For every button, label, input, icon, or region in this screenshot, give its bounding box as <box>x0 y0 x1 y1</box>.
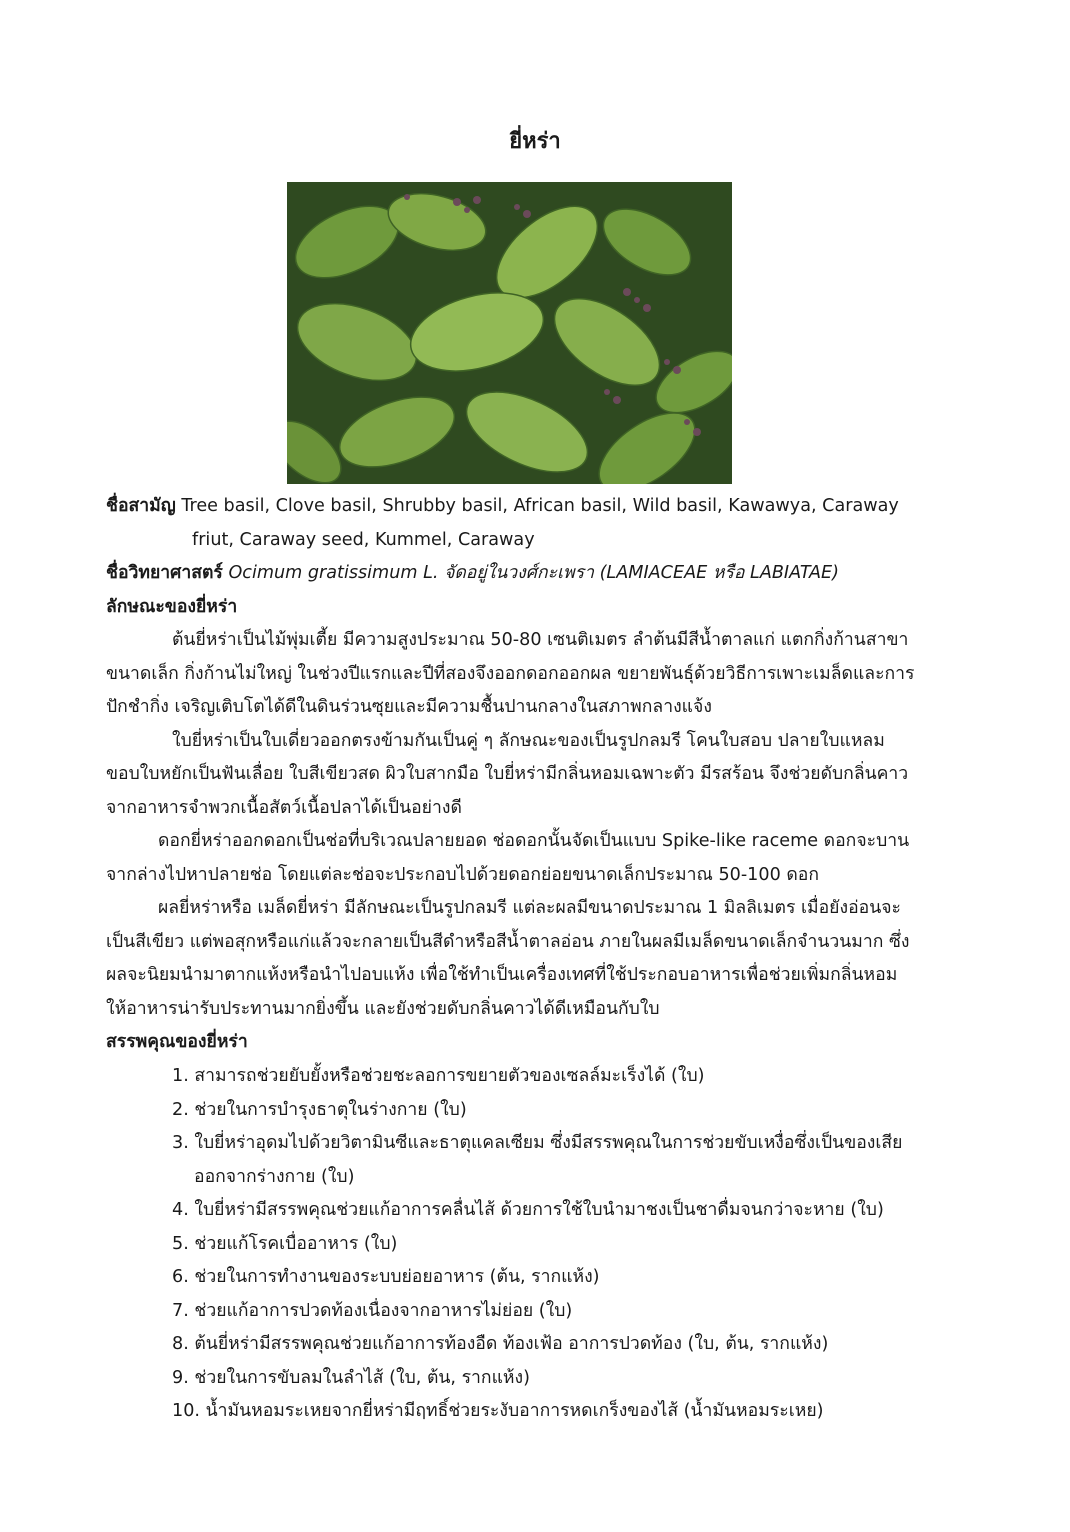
paragraph-line: ต้นยี่หร่าเป็นไม้พุ่มเตี้ย มีความสูงประมาณ 50-80 เซนติเมตร ลำต้นมีสีน้ำตาลแก่ แตกกิ่งก้านสาขา <box>172 630 909 650</box>
paragraph-line: จากล่างไปหาปลายช่อ โดยแต่ละช่อจะประกอบไปด้วยดอกย่อยขนาดเล็กประมาณ 50-100 ดอก <box>106 865 820 885</box>
scientific-name-line <box>106 557 839 591</box>
list-item-continued: ออกจากร่างกาย (ใบ) <box>194 1167 355 1187</box>
list-item: 8. ต้นยี่หร่ามีสรรพคุณช่วยแก้อาการท้องอืด ท้องเฟ้อ อาการปวดท้อง (ใบ, ต้น, รากแห้ง) <box>172 1334 829 1354</box>
paragraph-line: จากอาหารจำพวกเนื้อสัตว์เนื้อปลาได้เป็นอย่างดี <box>106 798 462 818</box>
scientific-name-text: Ocimum gratissimum L. จัดอยู่ในวงศ์กะเพรา (LAMIACEAE หรือ LABIATAE) <box>228 563 840 583</box>
leaf-illustration <box>287 182 732 484</box>
common-name-text: Tree basil, Clove basil, Shrubby basil, African basil, Wild basil, Kawawya, Caraway <box>181 496 899 516</box>
paragraph-line: ดอกยี่หร่าออกดอกเป็นช่อที่บริเวณปลายยอด ช่อดอกนั้นจัดเป็นแบบ Spike-like raceme ดอกจะบาน <box>158 831 910 851</box>
list-item: 6. ช่วยในการทำงานของระบบย่อยอาหาร (ต้น, รากแห้ง) <box>172 1267 600 1287</box>
paragraph-line: ผลยี่หร่าหรือ เมล็ดยี่หร่า มีลักษณะเป็นรูปกลมรี แต่ละผลมีขนาดประมาณ 1 มิลลิเมตร เมื่อยังอ่อนจะ <box>158 898 902 918</box>
list-item: 5. ช่วยแก้โรคเบื่ออาหาร (ใบ) <box>172 1234 398 1254</box>
paragraph-line: เป็นสีเขียว แต่พอสุกหรือแก่แล้วจะกลายเป็นสีดำหรือสีน้ำตาลอ่อน ภายในผลมีเมล็ดขนาดเล็กจำนวนมาก ซึ่ง <box>106 932 910 952</box>
list-item: 3. ใบยี่หร่าอุดมไปด้วยวิตามินซีและธาตุแคลเซียม ซึ่งมีสรรพคุณในการช่วยขับเหงื่อซึ่งเป็นของเสีย <box>172 1133 903 1153</box>
benefits-heading: สรรพคุณของยี่หร่า <box>106 1032 248 1052</box>
scientific-name-label: ชื่อวิทยาศาสตร์ <box>106 563 223 583</box>
list-item: 10. น้ำมันหอมระเหยจากยี่หร่ามีฤทธิ์ช่วยระงับอาการหดเกร็งของไส้ (น้ำมันหอมระเหย) <box>172 1401 824 1421</box>
paragraph-line: ใบยี่หร่าเป็นใบเดี่ยวออกตรงข้ามกันเป็นคู่ ๆ ลักษณะของเป็นรูปกลมรี โคนใบสอบ ปลายใบแหลม <box>172 731 885 751</box>
list-item: 4. ใบยี่หร่ามีสรรพคุณช่วยแก้อาการคลื่นไส้ ด้วยการใช้ใบนำมาชงเป็นชาดื่มจนกว่าจะหาย (ใบ) <box>172 1200 884 1220</box>
paragraph-line: ผลจะนิยมนำมาตากแห้งหรือนำไปอบแห้ง เพื่อใช้ทำเป็นเครื่องเทศที่ใช้ประกอบอาหารเพื่อช่วยเพิ่มกลิ่นหอม <box>106 965 898 985</box>
common-name-text-continued: friut, Caraway seed, Kummel, Caraway <box>192 530 535 550</box>
list-item: 9. ช่วยในการขับลมในลำไส้ (ใบ, ต้น, รากแห้ง) <box>172 1368 530 1388</box>
basil-plant-photo <box>287 182 732 484</box>
list-item: 7. ช่วยแก้อาการปวดท้องเนื่องจากอาหารไม่ย่อย (ใบ) <box>172 1301 573 1321</box>
list-item: 2. ช่วยในการบำรุงธาตุในร่างกาย (ใบ) <box>172 1100 467 1120</box>
characteristics-heading: ลักษณะของยี่หร่า <box>106 597 238 617</box>
paragraph-line: ให้อาหารน่ารับประทานมากยิ่งขึ้น และยังช่วยดับกลิ่นคาวได้ดีเหมือนกับใบ <box>106 999 660 1019</box>
paragraph-line: ขนาดเล็ก กิ่งก้านไม่ใหญ่ ในช่วงปีแรกและปีที่สองจึงออกดอกออกผล ขยายพันธุ์ด้วยวิธีการเพาะเมล็ดและการ <box>106 664 915 684</box>
page-title: ยี่หร่า <box>509 129 561 154</box>
paragraph-line: ปักชำกิ่ง เจริญเติบโตได้ดีในดินร่วนซุยและมีความชื้นปานกลางในสภาพกลางแจ้ง <box>106 697 712 717</box>
common-name-label: ชื่อสามัญ <box>106 496 176 516</box>
common-name-line <box>106 490 899 524</box>
list-item: 1. สามารถช่วยยับยั้งหรือช่วยชะลอการขยายตัวของเซลล์มะเร็งได้ (ใบ) <box>172 1066 705 1086</box>
paragraph-line: ขอบใบหยักเป็นฟันเลื่อย ใบสีเขียวสด ผิวใบสากมือ ใบยี่หร่ามีกลิ่นหอมเฉพาะตัว มีรสร้อน จึงช่วยดับกลิ่นคาว <box>106 764 909 784</box>
